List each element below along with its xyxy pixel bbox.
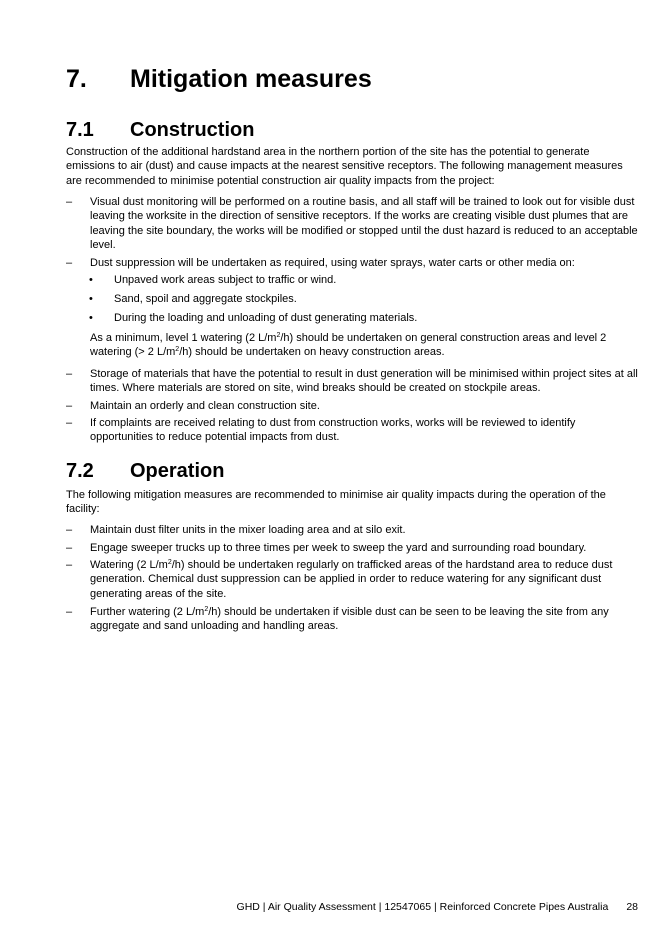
watering-note-part: /h) should be undertaken on heavy construction areas. <box>179 346 445 359</box>
construction-number: 7.1 <box>66 119 94 141</box>
dash-marker: – <box>66 257 73 269</box>
dash-marker: – <box>66 606 73 618</box>
operation-item-2 <box>66 541 638 555</box>
construction-item-2-text: Dust suppression will be undertaken as required, using water sprays, water carts or other media on: <box>90 257 575 269</box>
bullet-item <box>89 311 638 325</box>
operation-title: Operation <box>130 460 225 482</box>
bullet-item-text: Sand, spoil and aggregate stockpiles. <box>114 293 297 305</box>
dash-marker: – <box>66 524 73 536</box>
operation-item-4-text: /h) should be undertaken if visible dust can be seen to be leaving the site from any aggregate and sand unloading and handling areas. <box>90 606 609 633</box>
construction-item-5-text: If complaints are received relating to dust from construction works, works will be reviewed to identify opportunities to reduce potential impacts from dust. <box>90 417 576 444</box>
superscript: 2 <box>204 606 209 613</box>
operation-item-3 <box>66 558 638 601</box>
dash-marker: – <box>66 368 73 380</box>
construction-title: Construction <box>130 119 255 141</box>
construction-heading <box>66 118 254 142</box>
bullet-marker: • <box>89 293 93 305</box>
operation-number: 7.2 <box>66 460 94 482</box>
bullet-marker: • <box>89 312 93 324</box>
construction-item-4 <box>66 399 638 413</box>
operation-item-1 <box>66 523 638 537</box>
dash-marker: – <box>66 196 73 208</box>
section-title: Mitigation measures <box>130 65 372 93</box>
construction-item-4-text: Maintain an orderly and clean construction site. <box>90 400 320 412</box>
operation-item-3-text: Watering (2 L/m <box>90 559 168 571</box>
page-number: 28 <box>626 901 638 913</box>
construction-item-3-text: Storage of materials that have the potential to result in dust generation will be minimised within project sites at all times. Where materials are stored on site, wind breaks should be created on stockpile areas. <box>90 368 638 395</box>
bullet-item-text: During the loading and unloading of dust generating materials. <box>114 312 418 324</box>
construction-item-3 <box>66 367 638 396</box>
construction-item-5 <box>66 416 638 445</box>
operation-heading <box>66 459 224 483</box>
bullet-marker: • <box>89 274 93 286</box>
watering-note-part: As a minimum, level 1 watering (2 L/m <box>90 332 277 344</box>
construction-item-2 <box>66 256 638 270</box>
superscript: 2 <box>175 346 180 354</box>
superscript: 2 <box>167 559 172 566</box>
dash-marker: – <box>66 400 73 412</box>
watering-note <box>90 331 638 360</box>
construction-intro: Construction of the additional hardstand area in the northern portion of the site has the potential to generate emissions to air (dust) and cause impacts at the nearest sensitive receptors. The following management measures are recommended to minimise potential construction air quality impacts from the project: <box>66 146 623 187</box>
section-number: 7. <box>66 65 87 93</box>
dash-marker: – <box>66 559 73 571</box>
construction-item-1 <box>66 195 638 253</box>
bullet-item-text: Unpaved work areas subject to traffic or wind. <box>114 274 337 286</box>
operation-item-4-text: Further watering (2 L/m <box>90 606 205 618</box>
superscript: 2 <box>276 332 281 339</box>
operation-item-3-text: /h) should be undertaken regularly on trafficked areas of the hardstand area to reduce dust generation. Chemical dust suppression can be applied in order to reduce watering for any significant dust generating areas of the site. <box>90 559 613 600</box>
operation-intro: The following mitigation measures are recommended to minimise air quality impacts during the operation of the facility: <box>66 489 606 516</box>
operation-item-1-text: Maintain dust filter units in the mixer loading area and at silo exit. <box>90 524 406 536</box>
dash-marker: – <box>66 417 73 429</box>
page-footer <box>237 901 638 913</box>
operation-item-2-text: Engage sweeper trucks up to three times per week to sweep the yard and surrounding road boundary. <box>90 542 587 554</box>
dash-marker: – <box>66 542 73 554</box>
footer-text: GHD | Air Quality Assessment | 12547065 | Reinforced Concrete Pipes Australia <box>236 901 609 913</box>
bullet-item <box>89 273 638 287</box>
watering-note-part: /h) should be undertaken on general construction areas and level 2 watering (> 2 L/m <box>90 332 607 359</box>
bullet-item <box>89 292 638 306</box>
operation-item-4 <box>66 605 638 634</box>
construction-item-1-text: Visual dust monitoring will be performed on a routine basis, and all staff will be trained to look out for visible dust leaving the worksite in the direction of sensitive receptors. If the works are creating visible dust plumes that are leaving the site boundary, the works will be modified or stopped until the dust hazard is reduced to an acceptable level. <box>90 196 638 252</box>
page-title <box>66 64 372 94</box>
